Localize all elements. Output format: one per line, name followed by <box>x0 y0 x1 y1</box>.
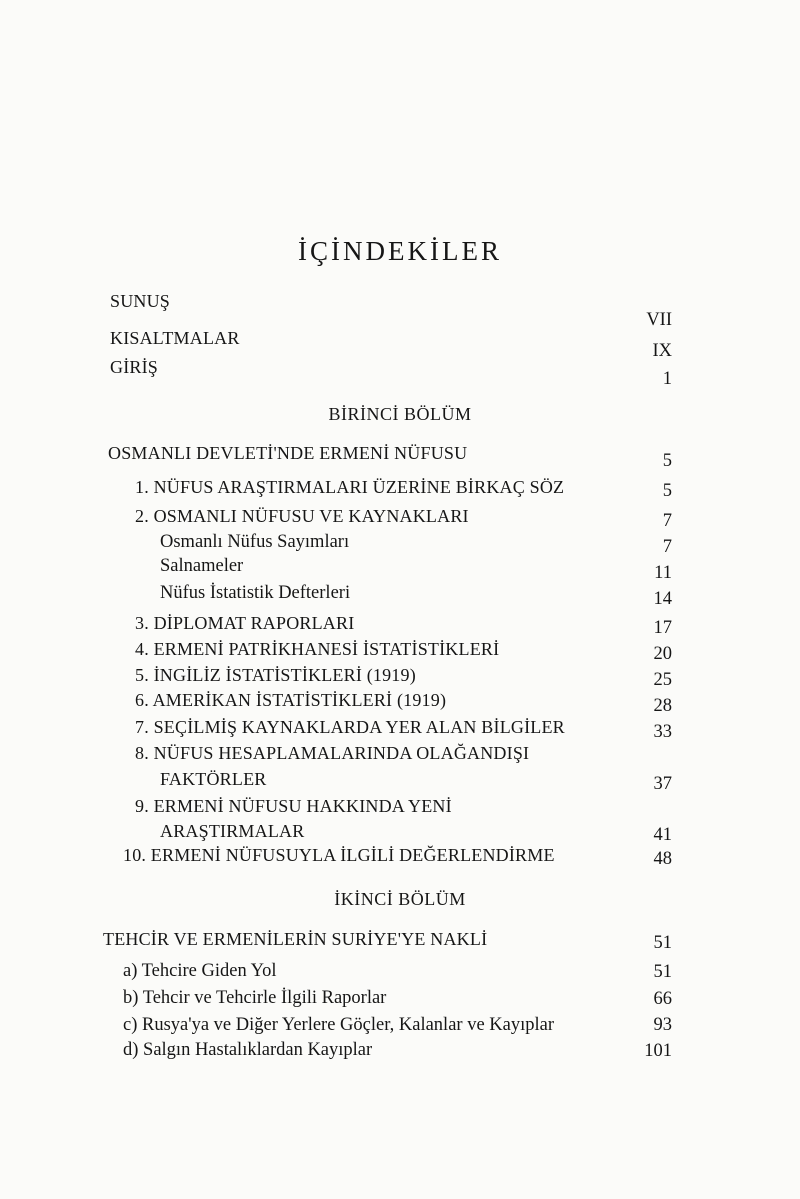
chapter-title: TEHCİR VE ERMENİLERİN SURİYE'YE NAKLİ <box>103 929 488 949</box>
toc-entry-page: VII <box>646 310 672 330</box>
toc-entry-page: 7 <box>662 537 672 557</box>
toc-entry-continuation: FAKTÖRLER <box>160 769 267 789</box>
toc-entry-page: 11 <box>654 563 672 583</box>
toc-entry-page: 17 <box>653 618 672 638</box>
toc-entry-label: 5. İNGİLİZ İSTATİSTİKLERİ (1919) <box>135 665 416 685</box>
toc-entry-label: 8. NÜFUS HESAPLAMALARINDA OLAĞANDIŞI <box>135 743 530 763</box>
toc-entry-page: 7 <box>662 511 672 531</box>
toc-entry-label: 4. ERMENİ PATRİKHANESİ İSTATİSTİKLERİ <box>135 639 500 659</box>
toc-entry-label: 7. SEÇİLMİŞ KAYNAKLARDA YER ALAN BİLGİLER <box>135 717 565 737</box>
toc-title: İÇİNDEKİLER <box>298 236 502 266</box>
toc-entry-label: 2. OSMANLI NÜFUSU VE KAYNAKLARI <box>135 506 469 526</box>
toc-entry-page: 33 <box>653 722 672 742</box>
chapter-page: 5 <box>662 451 672 471</box>
toc-entry-label: GİRİŞ <box>110 357 159 377</box>
toc-entry-page: 14 <box>653 589 672 609</box>
toc-entry-label: KISALTMALAR <box>110 328 240 348</box>
toc-subentry-label: Osmanlı Nüfus Sayımları <box>160 532 350 552</box>
toc-entry-page: 101 <box>644 1041 672 1061</box>
toc-entry-label: b) Tehcir ve Tehcirle İlgili Raporlar <box>123 988 387 1008</box>
toc-entry-page: 37 <box>653 774 672 794</box>
toc-entry-page: 48 <box>653 849 672 869</box>
part-heading: BİRİNCİ BÖLÜM <box>328 404 472 424</box>
toc-entry-page: 20 <box>653 644 672 664</box>
toc-entry-label: 9. ERMENİ NÜFUSU HAKKINDA YENİ <box>135 796 452 816</box>
toc-entry-page: 28 <box>653 696 672 716</box>
toc-entry-label: 1. NÜFUS ARAŞTIRMALARI ÜZERİNE BİRKAÇ SÖZ <box>135 477 565 497</box>
part-heading: İKİNCİ BÖLÜM <box>334 889 466 909</box>
toc-entry-page: 5 <box>662 481 672 501</box>
toc-entry-label: SUNUŞ <box>110 291 171 311</box>
toc-entry-page: 41 <box>653 825 672 845</box>
toc-entry-label: c) Rusya'ya ve Diğer Yerlere Göçler, Kalanlar ve Kayıplar <box>123 1015 555 1035</box>
toc-entry-page: 51 <box>653 962 672 982</box>
toc-entry-page: 66 <box>653 989 672 1009</box>
chapter-title: OSMANLI DEVLETİ'NDE ERMENİ NÜFUSU <box>108 443 468 463</box>
toc-subentry-label: Nüfus İstatistik Defterleri <box>160 583 351 603</box>
toc-entry-continuation: ARAŞTIRMALAR <box>160 821 305 841</box>
toc-entry-page: IX <box>652 341 672 361</box>
toc-entry-label: a) Tehcire Giden Yol <box>123 961 277 981</box>
toc-entry-label: 10. ERMENİ NÜFUSUYLA İLGİLİ DEĞERLENDİRME <box>123 845 555 865</box>
toc-subentry-label: Salnameler <box>160 556 244 576</box>
toc-entry-page: 1 <box>662 369 672 389</box>
chapter-page: 51 <box>653 933 672 953</box>
toc-entry-label: d) Salgın Hastalıklardan Kayıplar <box>123 1040 373 1060</box>
toc-entry-page: 25 <box>653 670 672 690</box>
toc-entry-label: 3. DİPLOMAT RAPORLARI <box>135 613 355 633</box>
toc-entry-label: 6. AMERİKAN İSTATİSTİKLERİ (1919) <box>135 690 447 710</box>
toc-entry-page: 93 <box>653 1015 672 1035</box>
